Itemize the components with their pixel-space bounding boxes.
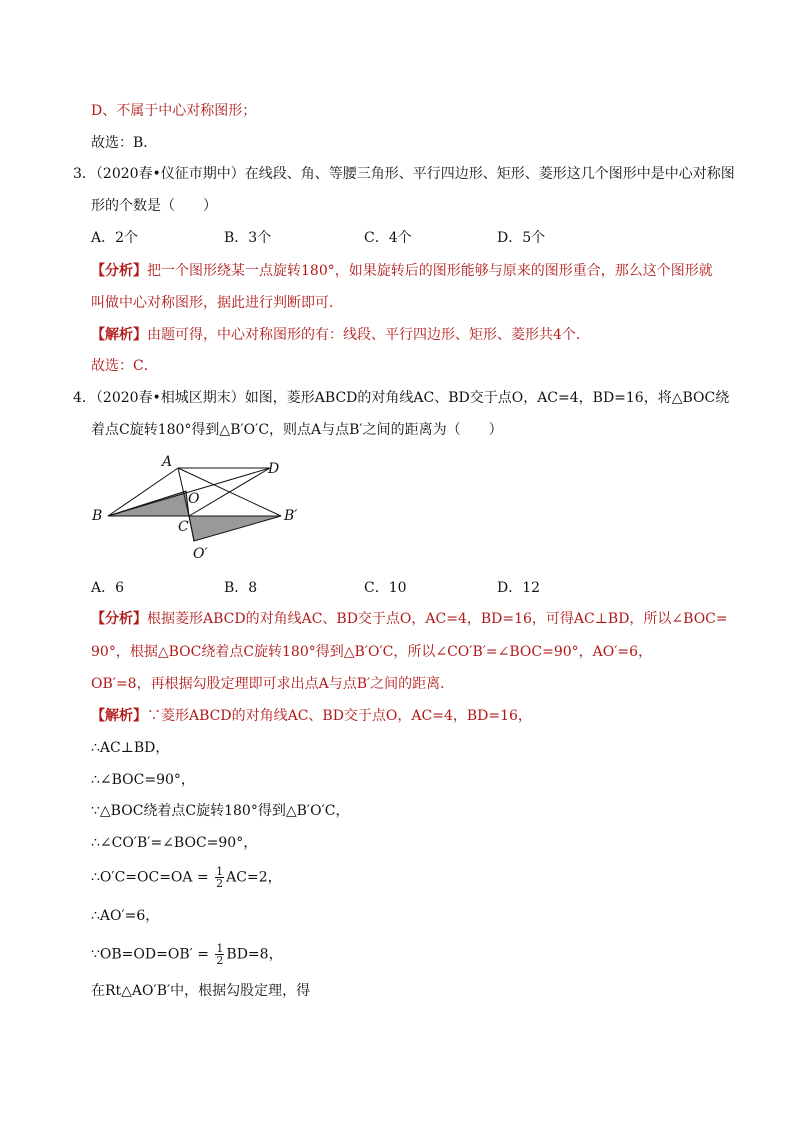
option-d-conclusion: D、不属于中心对称图形； [91, 103, 257, 119]
q4-analysis-line-1 [91, 609, 728, 629]
rhombus-rotation-figure [88, 452, 318, 564]
analysis-tag-q4: 【分析】 [91, 611, 147, 627]
fraction-denominator-2: 2 [216, 954, 224, 967]
solution-tag-q4: 【解析】 [91, 708, 147, 724]
label-a: A [162, 454, 173, 470]
q4-option-b: B．8 [224, 580, 258, 596]
answer-line [91, 133, 157, 153]
label-b-prime: B′ [284, 508, 298, 524]
q4-solution-text-1: ∵菱形ABCD的对角线AC、BD交于点O，AC=4，BD=16， [147, 708, 532, 724]
q4-solution-line-8 [91, 943, 283, 966]
q3-analysis-line-2: 叫做中心对称图形，据此进行判断即可． [91, 295, 343, 311]
label-o: O [188, 491, 200, 507]
q3-solution-line [91, 325, 590, 345]
q3-option-d: D．5个 [497, 230, 546, 246]
q3-option-a: A．2个 [91, 230, 139, 246]
q4-solution-line-4: ∵△BOC绕着点C旋转180°得到△B′O′C， [91, 803, 350, 819]
q3-solution-text: 由题可得，中心对称图形的有：线段、平行四边形、矩形、菱形共4个． [147, 327, 590, 343]
s8-suffix: BD=8， [226, 946, 283, 963]
q4-solution-line-7: ∴AO′=6， [91, 908, 160, 924]
label-b: B [92, 508, 103, 524]
fraction-half-2 [215, 943, 224, 966]
q4-solution-line-3: ∴∠BOC=90°， [91, 772, 195, 788]
answer-text: 故选：B． [91, 135, 158, 151]
s6-suffix: AC=2， [226, 869, 282, 886]
question-3-stem-1: 3．（2020春•仪征市期中）在线段、角、等腰三角形、平行四边形、矩形、菱形这几个图形中是中心对称图 [73, 166, 735, 182]
q3-option-b: B．3个 [224, 230, 272, 246]
solution-tag: 【解析】 [91, 327, 147, 343]
q4-analysis-line-3: OB′=8，再根据勾股定理即可求出点A与点B′之间的距离． [91, 676, 455, 692]
q4-solution-line-1 [91, 706, 532, 726]
triangle-bpopc-shaded [189, 516, 281, 541]
q3-analysis-line-1 [91, 261, 713, 281]
q4-option-a: A．6 [91, 580, 125, 596]
analysis-tag: 【分析】 [91, 263, 147, 279]
q4-option-d: D．12 [497, 580, 541, 596]
question-3-stem-2: 形的个数是（ ） [91, 198, 217, 214]
question-4-stem-2: 着点C旋转180°得到△B′O′C，则点A与点B′之间的距离为（ ） [91, 422, 503, 438]
s8-prefix: ∵OB=OD=OB′ = [91, 946, 209, 963]
fraction-numerator-2: 1 [216, 942, 224, 955]
s6-prefix: ∴O′C=OC=OA = [91, 869, 209, 886]
fraction-numerator: 1 [216, 865, 224, 878]
q3-option-c: C．4个 [364, 230, 412, 246]
question-4-stem-1: 4．（2020春•相城区期末）如图，菱形ABCD的对角线AC、BD交于点O，AC=4，BD=16，将△BOC绕 [73, 390, 730, 406]
fraction-denominator: 2 [216, 877, 224, 890]
q3-answer: 故选：C． [91, 358, 158, 374]
q4-solution-line-2: ∴AC⊥BD， [91, 740, 170, 756]
q4-option-c: C．10 [364, 580, 407, 596]
q3-analysis-text-1: 把一个图形绕某一点旋转180°，如果旋转后的图形能够与原来的图形重合，那么这个图形就 [147, 263, 713, 279]
q4-analysis-line-2: 90°，根据△BOC绕着点C旋转180°得到△B′O′C，所以∠CO′B′=∠BOC=90°，AO′=6， [91, 644, 653, 660]
label-d: D [268, 461, 280, 477]
q4-solution-line-9: 在Rt△AO′B′中，根据勾股定理，得 [91, 983, 311, 999]
q4-solution-line-6 [91, 866, 282, 889]
fraction-half [215, 866, 224, 889]
label-o-prime: O′ [193, 546, 208, 562]
q4-solution-line-5: ∴∠CO′B′=∠BOC=90°， [91, 835, 258, 851]
q4-analysis-text-1: 根据菱形ABCD的对角线AC、BD交于点O，AC=4，BD=16，可得AC⊥BD，所以∠BOC= [147, 611, 728, 627]
label-c: C [178, 519, 189, 535]
